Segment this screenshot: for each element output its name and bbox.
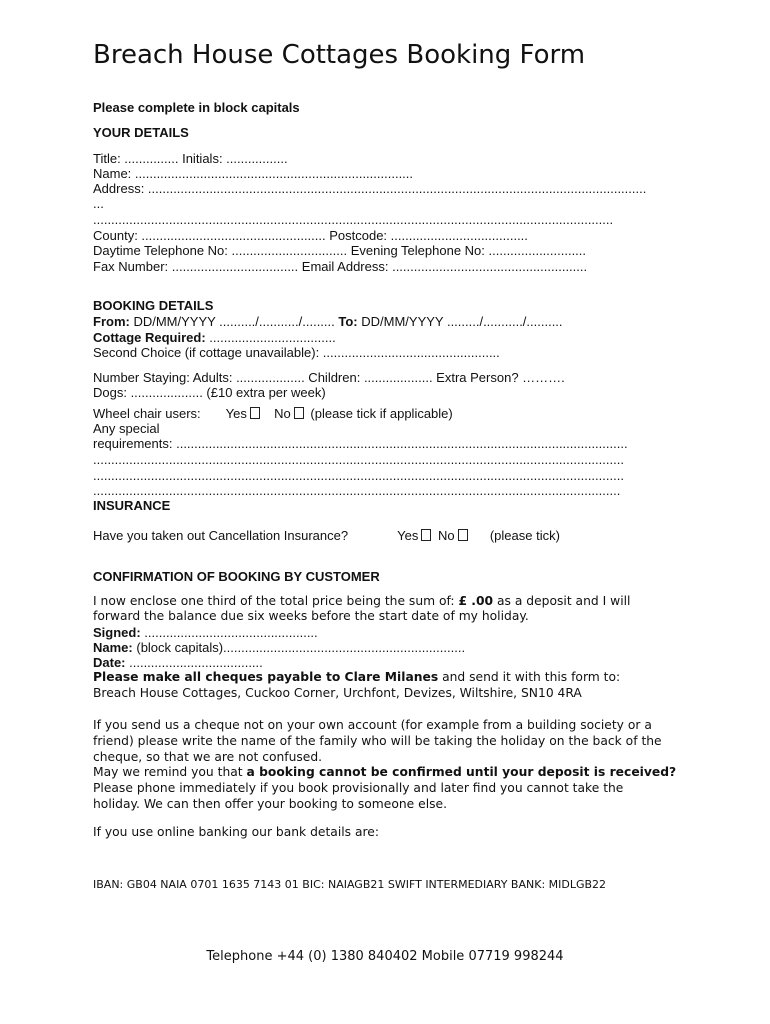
second-choice-field: Second Choice (if cottage unavailable): ................................................. (93, 345, 500, 360)
any-special-label: Any special (93, 421, 160, 436)
date-value: ..................................... (125, 655, 263, 670)
reminder-bold: a booking cannot be confirmed until your deposit is received? (246, 765, 677, 779)
title-initials-field: Title: ............... Initials: ................. (93, 151, 288, 166)
address-field: Address: .......................................................................................................................................... (93, 181, 647, 196)
wheelchair-no-checkbox[interactable] (294, 407, 304, 419)
telephone-field: Daytime Telephone No: ................................ Evening Telephone No: ........................... (93, 243, 587, 258)
cheque-paragraph-line: friend) please write the name of the family who will be taking the holiday on the back of the (93, 734, 662, 748)
wheelchair-yes-checkbox[interactable] (250, 407, 260, 419)
name-field: Name: ............................................................................. (93, 166, 414, 181)
to-value: DD/MM/YYYY ........./.........../.......... (357, 314, 563, 329)
footer-contact: Telephone +44 (0) 1380 840402 Mobile 07719 998244 (206, 949, 564, 964)
fax-email-field: Fax Number: ................................... Email Address: ...................................................... (93, 259, 588, 274)
cottage-value: ................................... (205, 330, 336, 345)
cheque-paragraph-line: If you send us a cheque not on your own account (for example from a building society or a (93, 718, 652, 732)
requirements-line: ................................................................................................................................................... (93, 468, 624, 483)
insurance-row (93, 528, 560, 543)
wheelchair-row (93, 406, 453, 421)
confirmation-heading: CONFIRMATION OF BOOKING BY CUSTOMER (93, 569, 380, 584)
online-banking-note: If you use online banking our bank details are: (93, 825, 379, 839)
from-to-dates-field (93, 314, 563, 329)
county-postcode-field: County: ................................................... Postcode: ...................................... (93, 228, 528, 243)
reminder-line (93, 765, 676, 780)
postal-address: Breach House Cottages, Cuckoo Corner, Urchfont, Devizes, Wiltshire, SN10 4RA (93, 686, 582, 700)
to-label: To: (338, 314, 358, 329)
signed-label: Signed: (93, 625, 141, 640)
cheques-payee: Please make all cheques payable to Clare Milanes (93, 670, 439, 684)
insurance-yes-label: Yes (397, 528, 419, 543)
deposit-text: I now enclose one third of the total price being the sum of: (93, 594, 459, 608)
insurance-no-checkbox[interactable] (458, 529, 468, 541)
page-title: Breach House Cottages Booking Form (93, 40, 586, 70)
instruction: Please complete in block capitals (93, 100, 300, 115)
cheques-statement (93, 670, 620, 685)
wheelchair-yes-label: Yes (225, 406, 247, 421)
date-label: Date: (93, 655, 126, 670)
signed-value: ................................................ (140, 625, 318, 640)
insurance-question: Have you taken out Cancellation Insurance? (93, 528, 349, 543)
insurance-heading: INSURANCE (93, 498, 171, 513)
cottage-required-field (93, 330, 336, 345)
insurance-note: (please tick) (489, 528, 560, 543)
wheelchair-label: Wheel chair users: (93, 406, 201, 421)
date-field (93, 655, 263, 670)
phone-paragraph-line: Please phone immediately if you book provisionally and later find you cannot take the (93, 781, 624, 795)
requirements-field: requirements: ............................................................................................................................. (93, 436, 628, 451)
confirm-name-field (93, 640, 465, 655)
cheques-rest: and send it with this form to: (438, 670, 621, 684)
requirements-line: ................................................................................................................................................... (93, 452, 624, 467)
insurance-no-label: No (437, 528, 455, 543)
cheque-paragraph-line: cheque, so that we are not confused. (93, 750, 323, 764)
address-field-cont: ... (93, 196, 104, 211)
wheelchair-no-label: No (274, 406, 291, 421)
deposit-amount: £ .00 (458, 594, 494, 608)
deposit-statement (93, 594, 630, 609)
signed-field (93, 625, 318, 640)
insurance-yes-checkbox[interactable] (421, 529, 431, 541)
requirements-line: .................................................................................................................................................. (93, 483, 621, 498)
dogs-field: Dogs: .................... (£10 extra per week) (93, 385, 326, 400)
from-label: From: (93, 314, 130, 329)
wheelchair-note: (please tick if applicable) (310, 406, 453, 421)
booking-details-heading: BOOKING DETAILS (93, 298, 214, 313)
confirm-name-label: Name: (93, 640, 133, 655)
from-value: DD/MM/YYYY ........../.........../......... (129, 314, 339, 329)
address-field-line2: ................................................................................................................................................ (93, 212, 614, 227)
bank-details: IBAN: GB04 NAIA 0701 1635 7143 01 BIC: NAIAGB21 SWIFT INTERMEDIARY BANK: MIDLGB22 (93, 878, 607, 891)
cottage-label: Cottage Required: (93, 330, 206, 345)
reminder-text: May we remind you that (93, 765, 247, 779)
your-details-heading: YOUR DETAILS (93, 125, 189, 140)
number-staying-field: Number Staying: Adults: ................... Children: ................... Extra Person? ………. (93, 370, 565, 385)
confirm-name-value: (block capitals)................................................................... (132, 640, 466, 655)
balance-statement: forward the balance due six weeks before the start date of my holiday. (93, 609, 529, 623)
deposit-text-cont: as a deposit and I will (493, 594, 631, 608)
phone-paragraph-line: holiday. We can then offer your booking to someone else. (93, 797, 447, 811)
